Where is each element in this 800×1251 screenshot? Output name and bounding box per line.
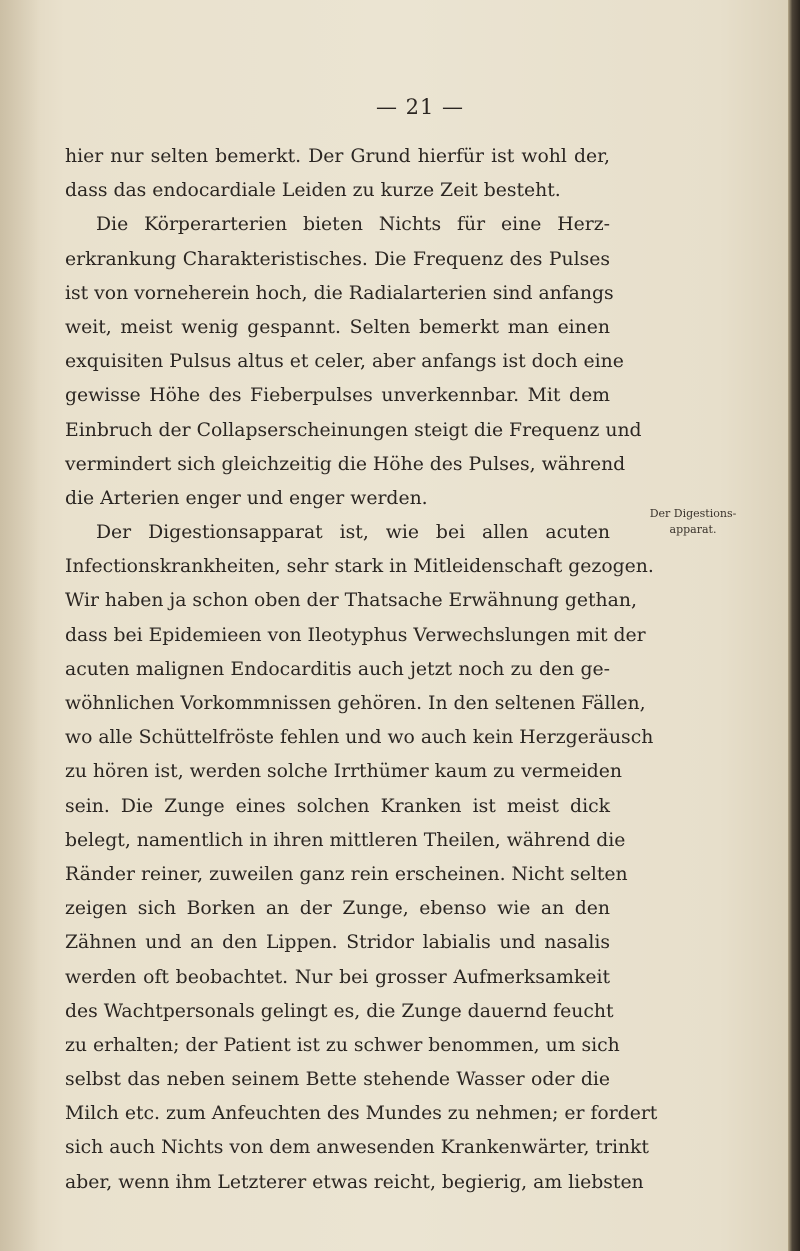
text-line: wo alle Schüttelfröste fehlen und wo auch kein Herzgeräusch	[65, 727, 654, 749]
text-line: ist von vorneherein hoch, die Radialarterien sind anfangs	[65, 282, 614, 304]
text-line: Der Digestionsapparat ist, wie bei allen acuten	[96, 522, 610, 544]
text-line: wöhnlichen Vorkommnissen gehören. In den seltenen Fällen,	[65, 693, 646, 714]
text-line: Wir haben ja schon oben der Thatsache Erwähnung gethan,	[65, 590, 637, 612]
text-line: sich auch Nichts von dem anwesenden Krankenwärter, trinkt	[65, 1137, 649, 1159]
text-line: dass bei Epidemieen von Ileotyphus Verwechslungen mit der	[65, 624, 646, 646]
text-line: weit, meist wenig gespannt. Selten bemerkt man einen	[65, 316, 610, 338]
marginal-note-line: Der Digestions-	[649, 507, 737, 520]
text-line: Ränder reiner, zuweilen ganz rein erscheinen. Nicht selten	[65, 863, 628, 885]
marginal-note	[618, 506, 768, 538]
text-line: des Wachtpersonals gelingt es, die Zunge dauernd feucht	[65, 1000, 614, 1022]
text-line: dass das endocardiale Leiden zu kurze Zeit besteht.	[65, 180, 561, 202]
text-line: vermindert sich gleichzeitig die Höhe des Pulses, während	[65, 453, 626, 475]
page-edge	[788, 0, 800, 1251]
page-shadow	[0, 0, 40, 1251]
text-line: Zähnen und an den Lippen. Stridor labialis und nasalis	[65, 932, 610, 954]
text-line: zeigen sich Borken an der Zunge, ebenso wie an den	[65, 898, 610, 920]
text-line: Milch etc. zum Anfeuchten des Mundes zu nehmen; er fordert	[65, 1103, 658, 1125]
text-line: die Arterien enger und enger werden.	[65, 487, 428, 509]
page-header	[0, 95, 800, 119]
text-line: werden oft beobachtet. Nur bei grosser Aufmerksamkeit	[65, 966, 610, 988]
text-line: aber, wenn ihm Letzterer etwas reicht, begierig, am liebsten	[65, 1171, 644, 1193]
text-line: selbst das neben seinem Bette stehende Wasser oder die	[65, 1069, 610, 1091]
text-line: belegt, namentlich in ihren mittleren Theilen, während die	[65, 829, 626, 851]
text-line: acuten malignen Endocarditis auch jetzt noch zu den ge-	[65, 658, 610, 680]
text-line: Infectionskrankheiten, sehr stark in Mitleidenschaft gezogen.	[65, 556, 654, 578]
page-number: — 21 —	[375, 95, 465, 119]
text-line: erkrankung Charakteristisches. Die Frequenz des Pulses	[65, 248, 610, 270]
text-line: Einbruch der Collapserscheinungen steigt die Frequenz und	[65, 419, 642, 441]
marginal-note-line: apparat.	[669, 523, 717, 536]
text-line: zu erhalten; der Patient ist zu schwer benommen, um sich	[65, 1034, 620, 1056]
text-line: sein. Die Zunge eines solchen Kranken ist meist dick	[65, 795, 610, 817]
text-line: exquisiten Pulsus altus et celer, aber anfangs ist doch eine	[65, 351, 624, 373]
text-line: gewisse Höhe des Fieberpulses unverkennbar. Mit dem	[65, 385, 610, 407]
body-text	[65, 140, 658, 1200]
text-line: Die Körperarterien bieten Nichts für eine Herz-	[96, 214, 610, 236]
text-line: hier nur selten bemerkt. Der Grund hierfür ist wohl der,	[65, 146, 610, 167]
text-line: zu hören ist, werden solche Irrthümer kaum zu vermeiden	[65, 761, 622, 783]
